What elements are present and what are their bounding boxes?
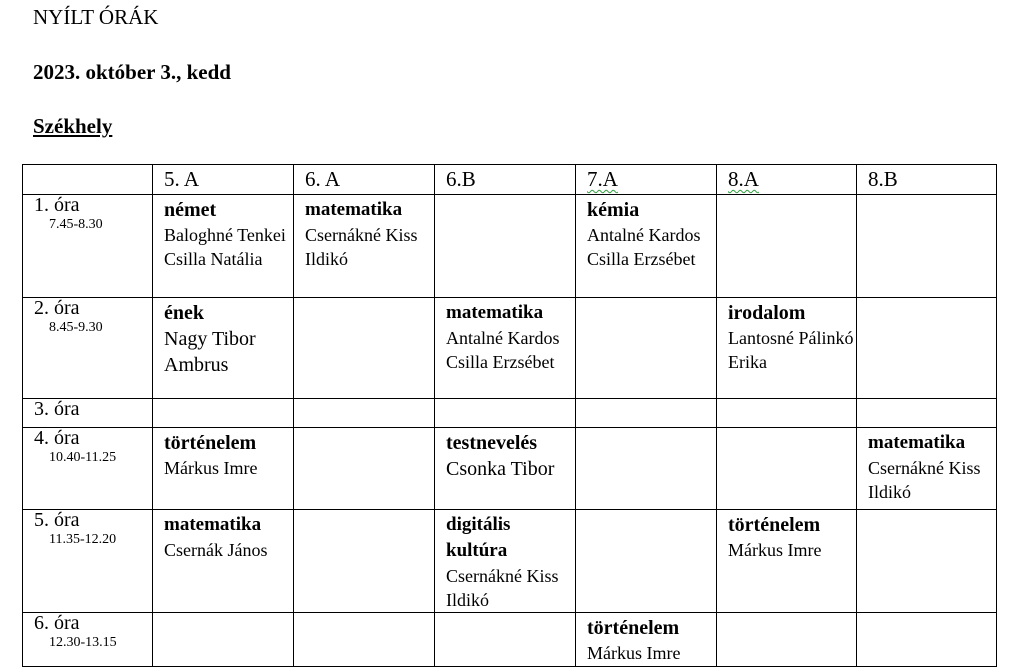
schedule-cell <box>576 195 717 298</box>
schedule-cell <box>153 399 294 428</box>
subject-name: történelem <box>587 617 680 639</box>
subject-name: matematika <box>446 302 544 323</box>
teacher-name: Csernákné Kiss Ildikó <box>446 566 559 610</box>
schedule-cell <box>717 399 857 428</box>
location-heading: Székhely <box>33 114 113 138</box>
subject-name <box>587 298 716 300</box>
column-header: 8.B <box>857 165 997 195</box>
lesson-number: 6. óra <box>34 612 80 634</box>
subject-name <box>728 195 856 197</box>
lesson-cell <box>23 298 153 399</box>
schedule-cell <box>576 428 717 510</box>
subject-name: matematika <box>305 199 403 220</box>
subject-name <box>868 298 996 300</box>
subject-name <box>305 298 434 300</box>
subject-name <box>446 613 575 615</box>
schedule-cell <box>576 613 717 667</box>
teacher-name: Márkus Imre <box>728 540 822 560</box>
lesson-time: 11.35-12.20 <box>49 532 117 547</box>
lesson-time: 7.45-8.30 <box>49 217 103 232</box>
subject-name <box>728 399 856 401</box>
schedule-cell <box>435 298 576 399</box>
schedule-cell <box>153 428 294 510</box>
teacher-name: Antalné Kardos Csilla Erzsébet <box>446 328 560 372</box>
table-row <box>23 298 997 399</box>
lesson-number: 2. óra <box>34 297 80 319</box>
subject-name <box>305 428 434 430</box>
teacher-name: Nagy Tibor Ambrus <box>164 328 256 376</box>
teacher-name: Márkus Imre <box>587 643 681 663</box>
schedule-cell <box>576 298 717 399</box>
schedule-cell <box>717 613 857 667</box>
subject-name: német <box>164 199 217 221</box>
teacher-name: Márkus Imre <box>164 458 258 478</box>
subject-name: irodalom <box>728 302 806 324</box>
schedule-cell <box>294 510 435 613</box>
subject-name: testnevelés <box>446 432 538 454</box>
schedule-cell <box>153 613 294 667</box>
teacher-name: Antalné Kardos Csilla Erzsébet <box>587 225 701 269</box>
subject-name: matematika <box>164 514 262 535</box>
schedule-cell <box>857 298 997 399</box>
schedule-cell <box>153 298 294 399</box>
teacher-name: Csernákné Kiss Ildikó <box>305 225 418 269</box>
schedule-cell <box>435 428 576 510</box>
table-row <box>23 428 997 510</box>
schedule-cell <box>717 510 857 613</box>
date-heading: 2023. október 3., kedd <box>33 60 231 84</box>
subject-name <box>305 613 434 615</box>
schedule-cell <box>717 195 857 298</box>
header-row <box>23 165 997 195</box>
lesson-time: 10.40-11.25 <box>49 450 117 465</box>
lesson-number: 1. óra <box>34 194 80 216</box>
schedule-cell <box>576 510 717 613</box>
column-header: 6.B <box>435 165 576 195</box>
schedule-cell <box>294 428 435 510</box>
subject-name: ének <box>164 302 204 324</box>
lesson-number: 4. óra <box>34 427 80 449</box>
lesson-cell <box>23 195 153 298</box>
lesson-cell <box>23 613 153 667</box>
schedule-table <box>22 164 997 667</box>
lesson-time: 12.30-13.15 <box>49 635 117 650</box>
subject-name <box>868 195 996 197</box>
lesson-cell <box>23 428 153 510</box>
schedule-cell <box>435 195 576 298</box>
subject-name <box>728 428 856 430</box>
teacher-name: Baloghné Tenkei Csilla Natália <box>164 225 286 269</box>
subject-name <box>587 399 716 401</box>
subject-name <box>587 428 716 430</box>
subject-name <box>305 399 434 401</box>
teacher-name: Lantosné Pálinkó Erika <box>728 328 854 372</box>
subject-name <box>728 613 856 615</box>
schedule-cell <box>857 428 997 510</box>
lesson-cell <box>23 399 153 428</box>
teacher-name: Csernák János <box>164 540 268 560</box>
schedule-cell <box>576 399 717 428</box>
schedule-cell <box>857 613 997 667</box>
table-row <box>23 195 997 298</box>
column-header: 5. A <box>153 165 294 195</box>
subject-name <box>305 510 434 512</box>
table-row <box>23 613 997 667</box>
subject-name: történelem <box>728 514 821 536</box>
schedule-cell <box>294 298 435 399</box>
column-header-label: 7.A <box>587 167 618 191</box>
schedule-cell <box>857 399 997 428</box>
corner-cell <box>23 165 153 195</box>
table-row <box>23 399 997 428</box>
schedule-cell <box>435 399 576 428</box>
lesson-cell <box>23 510 153 613</box>
subject-name: digitális kultúra <box>446 514 511 561</box>
subject-name <box>164 613 293 615</box>
subject-name <box>868 399 996 401</box>
subject-name <box>868 613 996 615</box>
subject-name <box>446 195 575 197</box>
document-title: NYÍLT ÓRÁK <box>33 5 159 29</box>
schedule-cell <box>435 510 576 613</box>
lesson-number: 3. óra <box>34 398 80 420</box>
schedule-cell <box>153 195 294 298</box>
subject-name <box>446 399 575 401</box>
column-header <box>576 165 717 195</box>
lesson-time: 8.45-9.30 <box>49 320 103 335</box>
subject-name: kémia <box>587 199 640 221</box>
subject-name <box>164 399 293 401</box>
schedule-cell <box>294 399 435 428</box>
schedule-cell <box>153 510 294 613</box>
subject-name: történelem <box>164 432 257 454</box>
table-row <box>23 510 997 613</box>
column-header: 6. A <box>294 165 435 195</box>
schedule-cell <box>857 195 997 298</box>
subject-name: matematika <box>868 432 966 453</box>
schedule-cell <box>435 613 576 667</box>
schedule-cell <box>294 613 435 667</box>
schedule-cell <box>294 195 435 298</box>
subject-name <box>868 510 996 512</box>
lesson-number: 5. óra <box>34 509 80 531</box>
subject-name <box>587 510 716 512</box>
teacher-name: Csernákné Kiss Ildikó <box>868 458 981 502</box>
schedule-cell <box>717 428 857 510</box>
column-header-label: 8.A <box>728 167 759 191</box>
column-header <box>717 165 857 195</box>
schedule-cell <box>857 510 997 613</box>
teacher-name: Csonka Tibor <box>446 458 555 480</box>
schedule-cell <box>717 298 857 399</box>
